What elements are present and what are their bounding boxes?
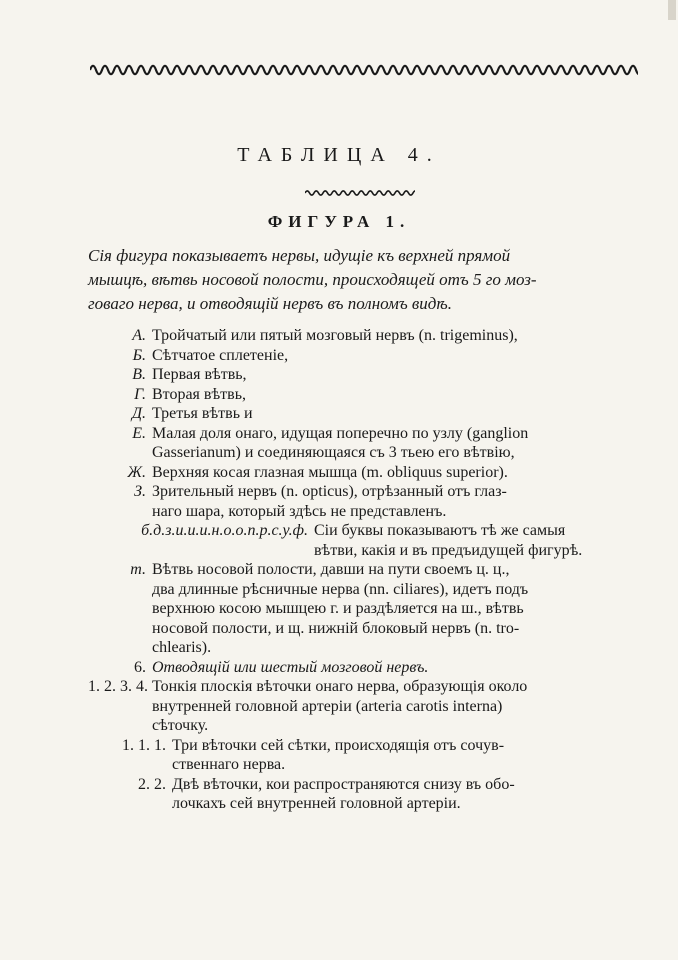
legend-entry bbox=[88, 482, 640, 521]
entry-text: Тонкія плоскія вѣточки онаго нерва, образующія около bbox=[152, 678, 528, 695]
entry-label: 6. bbox=[134, 658, 146, 676]
caption-line: говаго нерва, и отводящій нервъ въ полномъ видѣ. bbox=[88, 294, 452, 313]
entry-text: наго шара, который здѣсь не представленъ. bbox=[152, 502, 447, 520]
legend-entry bbox=[88, 658, 640, 678]
entry-label: 2. 2. bbox=[138, 775, 166, 793]
entry-label: б.д.з.и.и.и.н.о.о.п.р.с.у.ф. bbox=[141, 522, 308, 539]
caption-line: Сія фигура показываетъ нервы, идущіе къ верхней прямой bbox=[88, 246, 511, 265]
entry-text: chlearis). bbox=[152, 639, 212, 656]
legend-entry bbox=[88, 424, 640, 463]
entry-text: Верхняя косая глазная мышца (m. obliquus superior). bbox=[152, 463, 508, 481]
legend-entries bbox=[88, 326, 640, 814]
entry-label: В. bbox=[132, 366, 146, 383]
legend-entry bbox=[88, 404, 640, 424]
entry-text: Двѣ вѣточки, кои распространяются снизу въ обо- bbox=[172, 775, 515, 793]
entry-label: Б. bbox=[132, 346, 146, 364]
entry-text: Gasserianum) и соединяющаяся съ 3 тьею его вѣтвію, bbox=[152, 444, 515, 461]
entry-text: два длинные рѣсничные нерва (nn. ciliares), идетъ подъ bbox=[152, 580, 529, 598]
entry-label: З. bbox=[134, 483, 146, 500]
title-ornament-rule bbox=[305, 188, 415, 198]
entry-text: вѣтви, какія и въ предъидущей фигурѣ. bbox=[314, 541, 583, 559]
legend-entry bbox=[88, 677, 640, 736]
entry-text: внутренней головной артеріи (arteria carotis interna) bbox=[152, 697, 503, 715]
caption-line: мышцѣ, вѣтвь носовой полости, происходящей отъ 5 го моз- bbox=[88, 270, 537, 289]
entry-label: Д. bbox=[131, 405, 146, 422]
entry-text: Отводящій или шестый мозговой нервъ. bbox=[152, 658, 429, 676]
legend-entry bbox=[88, 736, 640, 775]
top-ornament-rule bbox=[90, 60, 638, 80]
legend-entry bbox=[88, 463, 640, 483]
entry-label: Е. bbox=[132, 424, 146, 442]
entry-text: ственнаго нерва. bbox=[172, 756, 286, 773]
legend-entry bbox=[88, 365, 640, 385]
entry-label: 1. 1. 1. bbox=[122, 736, 166, 754]
legend-entry bbox=[88, 326, 640, 346]
entry-text: сѣточку. bbox=[152, 717, 209, 734]
entry-label: Г. bbox=[134, 385, 146, 403]
entry-text: Зрительный нервъ (n. opticus), отрѣзанный отъ глаз- bbox=[152, 483, 507, 500]
entry-text: Первая вѣтвь, bbox=[152, 366, 247, 383]
entry-text: Три вѣточки сей сѣтки, происходящія отъ сочув- bbox=[172, 736, 505, 754]
entry-label: 1. 2. 3. 4. bbox=[88, 678, 148, 695]
legend-entry bbox=[88, 346, 640, 366]
figure-heading: ФИГУРА 1. bbox=[267, 212, 411, 231]
entry-text: Малая доля онаго, идущая поперечно по узлу (ganglion bbox=[152, 424, 529, 442]
entry-text: верхнюю косою мышцею г. и раздѣляется на ш., вѣтвь bbox=[152, 600, 524, 617]
entry-text: Вторая вѣтвь, bbox=[152, 385, 246, 403]
legend-entry bbox=[88, 560, 640, 658]
entry-label: т. bbox=[130, 561, 146, 578]
entry-text: Тройчатый или пятый мозговый нервъ (n. trigeminus), bbox=[152, 327, 518, 344]
legend-entry bbox=[88, 521, 640, 560]
entry-text: Сѣтчатое сплетеніе, bbox=[152, 346, 289, 364]
legend-entry bbox=[88, 385, 640, 405]
entry-label: Ж. bbox=[127, 463, 146, 481]
entry-text: лочкахъ сей внутренней головной артеріи. bbox=[172, 795, 461, 812]
entry-text: Сіи буквы показываютъ тѣ же самыя bbox=[314, 522, 566, 539]
legend-entry bbox=[88, 775, 640, 814]
entry-text: Вѣтвь носовой полости, давши на пути своемъ ц. ц., bbox=[152, 561, 510, 578]
entry-text: Третья вѣтвь и bbox=[152, 405, 253, 422]
page-edge-mark bbox=[668, 0, 676, 20]
entry-label: А. bbox=[132, 327, 146, 344]
figure-caption bbox=[88, 244, 640, 316]
table-title: ТАБЛИЦА 4. bbox=[237, 144, 441, 166]
entry-text: носовой полости, и щ. нижній блоковый нервъ (n. tro- bbox=[152, 619, 520, 637]
